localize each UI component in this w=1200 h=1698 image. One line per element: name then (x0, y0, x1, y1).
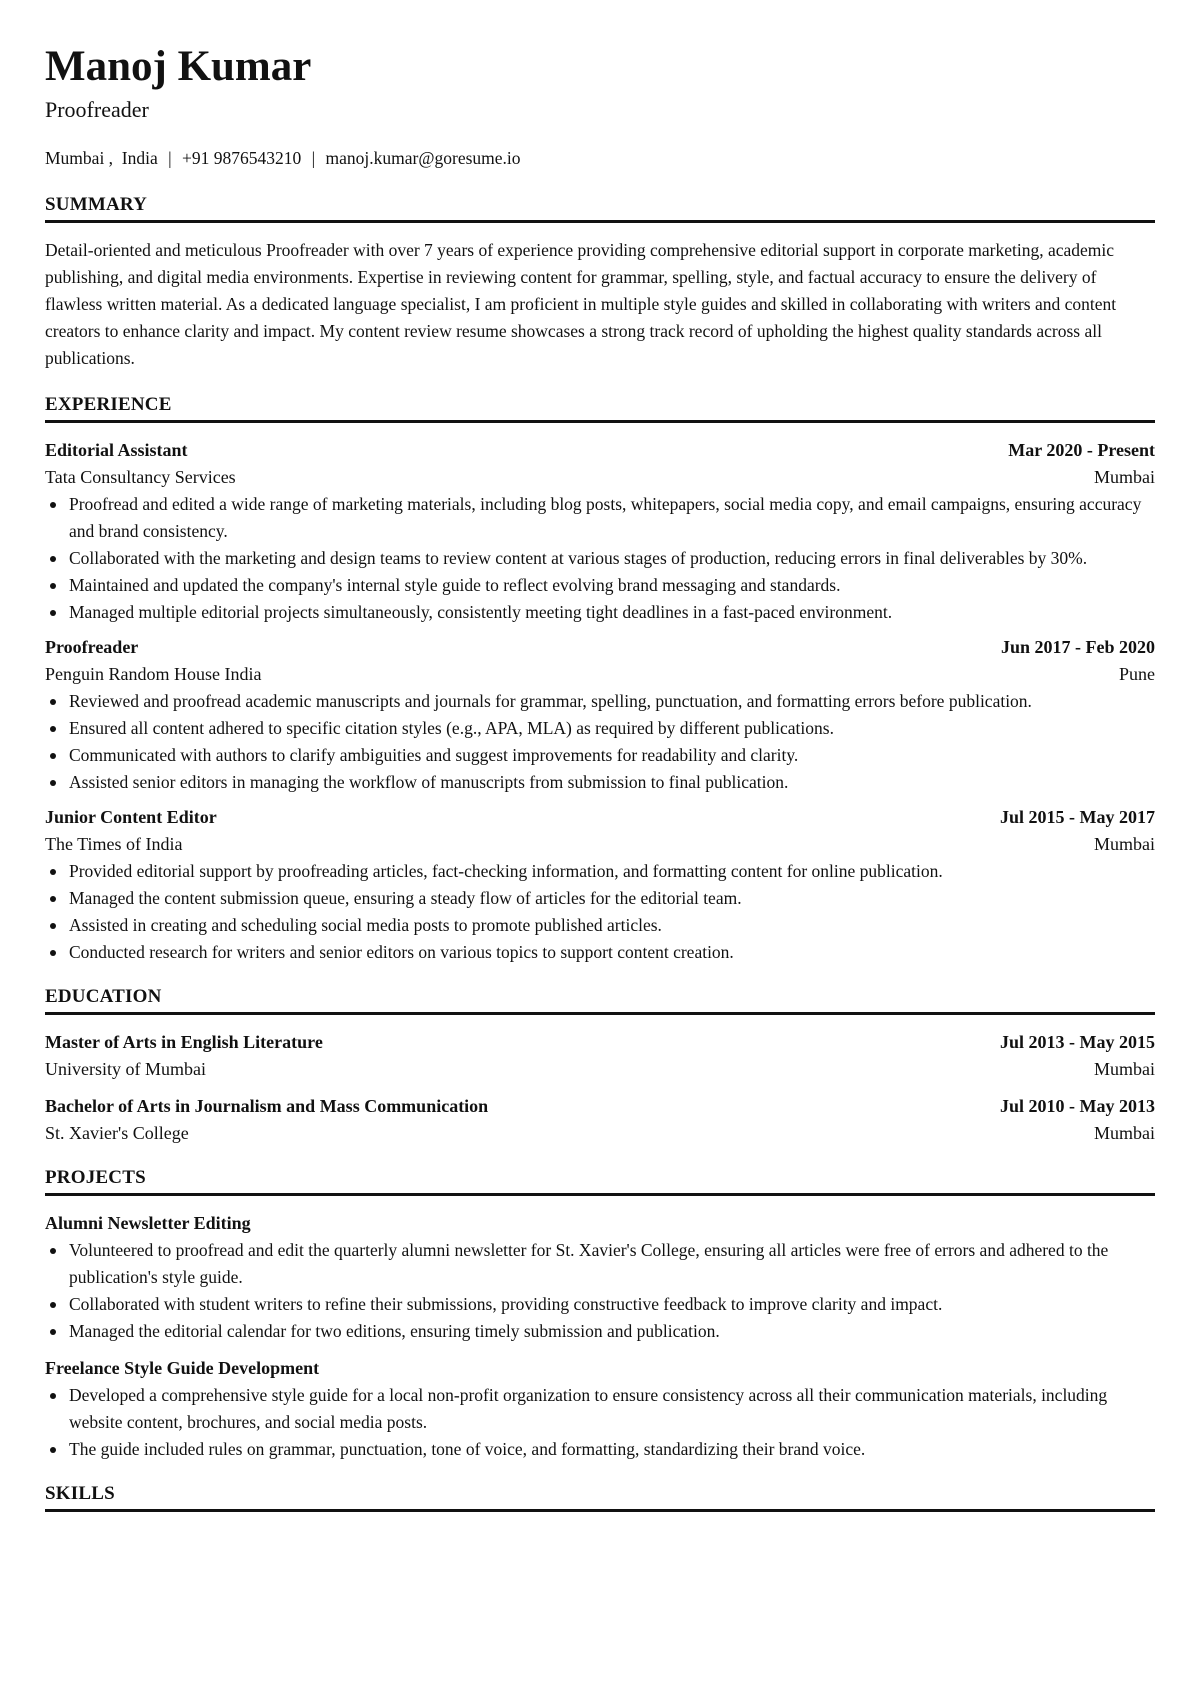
bullet-item: Conducted research for writers and senior editors on various topics to support content creation. (69, 939, 1155, 966)
job-dates: Jul 2015 - May 2017 (1000, 807, 1155, 827)
bullet-list (45, 491, 1155, 626)
experience-subheader (45, 464, 1155, 491)
bullet-item: Managed multiple editorial projects simultaneously, consistently meeting tight deadlines in a fast-paced environment. (69, 599, 1155, 626)
school-name: St. Xavier's College (45, 1123, 189, 1143)
job-role: Junior Content Editor (45, 807, 217, 827)
project-header (45, 1210, 1155, 1237)
education-dates: Jul 2010 - May 2013 (1000, 1096, 1155, 1116)
project-entry (45, 1355, 1155, 1463)
section-title-projects: PROJECTS (45, 1165, 1155, 1196)
bullet-item: Proofread and edited a wide range of marketing materials, including blog posts, whitepapers, social media copy, and email campaigns, ensuring accuracy and brand consistency. (69, 491, 1155, 545)
bullet-item: Collaborated with student writers to refine their submissions, providing constructive feedback to improve clarity and impact. (69, 1291, 1155, 1318)
project-entry (45, 1210, 1155, 1345)
bullet-item: Volunteered to proofread and edit the quarterly alumni newsletter for St. Xavier's College, ensuring all articles were free of errors and adhered to the publication's style guide. (69, 1237, 1155, 1291)
experience-entry (45, 804, 1155, 966)
education-entry (45, 1093, 1155, 1147)
job-role: Proofreader (45, 637, 139, 657)
contact-separator: | (168, 148, 172, 168)
company-name: Tata Consultancy Services (45, 467, 236, 487)
bullet-item: Collaborated with the marketing and design teams to review content at various stages of production, reducing errors in final deliverables by 30%. (69, 545, 1155, 572)
bullet-list (45, 688, 1155, 796)
job-location: Mumbai (1094, 834, 1155, 854)
degree-name: Bachelor of Arts in Journalism and Mass Communication (45, 1096, 489, 1116)
education-location: Mumbai (1094, 1123, 1155, 1143)
bullet-item: Provided editorial support by proofreading articles, fact-checking information, and formatting content for online publication. (69, 858, 1155, 885)
bullet-item: Assisted senior editors in managing the workflow of manuscripts from submission to final publication. (69, 769, 1155, 796)
project-header (45, 1355, 1155, 1382)
education-subheader (45, 1056, 1155, 1083)
job-dates: Mar 2020 - Present (1008, 440, 1155, 460)
contact-separator: | (311, 148, 316, 168)
job-dates: Jun 2017 - Feb 2020 (1000, 637, 1155, 657)
bullet-list (45, 1382, 1155, 1463)
bullet-item: Reviewed and proofread academic manuscripts and journals for grammar, spelling, punctuation, and formatting errors before publication. (69, 688, 1155, 715)
company-name: Penguin Random House India (45, 664, 262, 684)
education-dates: Jul 2013 - May 2015 (1000, 1032, 1155, 1052)
contact-location: Mumbai , India (45, 148, 158, 168)
bullet-item: Assisted in creating and scheduling social media posts to promote published articles. (69, 912, 1155, 939)
bullet-item: Managed the content submission queue, ensuring a steady flow of articles for the editorial team. (69, 885, 1155, 912)
contact-phone: +91 9876543210 (182, 148, 302, 168)
job-location: Pune (1119, 664, 1155, 684)
experience-entry (45, 634, 1155, 796)
bullet-item: Communicated with authors to clarify ambiguities and suggest improvements for readability and clarity. (69, 742, 1155, 769)
education-location: Mumbai (1094, 1059, 1155, 1079)
experience-entry (45, 437, 1155, 626)
section-title-experience: EXPERIENCE (45, 392, 1155, 423)
school-name: University of Mumbai (45, 1059, 206, 1079)
experience-subheader (45, 831, 1155, 858)
contact-line (45, 146, 1155, 170)
degree-name: Master of Arts in English Literature (45, 1032, 323, 1052)
education-entry (45, 1029, 1155, 1083)
bullet-item: The guide included rules on grammar, punctuation, tone of voice, and formatting, standardizing their brand voice. (69, 1436, 1155, 1463)
education-subheader (45, 1120, 1155, 1147)
summary-text: Detail-oriented and meticulous Proofreader with over 7 years of experience providing comprehensive editorial support in corporate marketing, academic publishing, and digital media environments. Expertise in reviewing content for grammar, spelling, style, and factual accuracy to ensure the delivery of flawless written material. As a dedicated language specialist, I am proficient in multiple style guides and skilled in collaborating with writers and content creators to enhance clarity and impact. My content review resume showcases a strong track record of upholding the highest quality standards across all publications. (45, 240, 1117, 368)
contact-email: manoj.kumar@goresume.io (325, 148, 521, 168)
experience-header (45, 437, 1155, 464)
job-role: Editorial Assistant (45, 440, 188, 460)
experience-header (45, 804, 1155, 831)
section-title-summary: SUMMARY (45, 192, 1155, 223)
bullet-item: Managed the editorial calendar for two editions, ensuring timely submission and publication. (69, 1318, 1155, 1345)
education-header (45, 1093, 1155, 1120)
bullet-item: Maintained and updated the company's internal style guide to reflect evolving brand messaging and standards. (69, 572, 1155, 599)
candidate-name: Manoj Kumar (45, 43, 312, 90)
experience-subheader (45, 661, 1155, 688)
bullet-list (45, 858, 1155, 966)
section-title-skills: SKILLS (45, 1481, 1155, 1512)
section-title-education: EDUCATION (45, 984, 1155, 1015)
bullet-item: Ensured all content adhered to specific citation styles (e.g., APA, MLA) as required by different publications. (69, 715, 1155, 742)
bullet-item: Developed a comprehensive style guide for a local non-profit organization to ensure consistency across all their communication materials, including website content, brochures, and social media posts. (69, 1382, 1155, 1436)
experience-header (45, 634, 1155, 661)
job-location: Mumbai (1094, 467, 1155, 487)
candidate-title: Proofreader (45, 97, 149, 122)
education-header (45, 1029, 1155, 1056)
company-name: The Times of India (45, 834, 183, 854)
project-name: Alumni Newsletter Editing (45, 1213, 251, 1233)
project-name: Freelance Style Guide Development (45, 1358, 320, 1378)
bullet-list (45, 1237, 1155, 1345)
